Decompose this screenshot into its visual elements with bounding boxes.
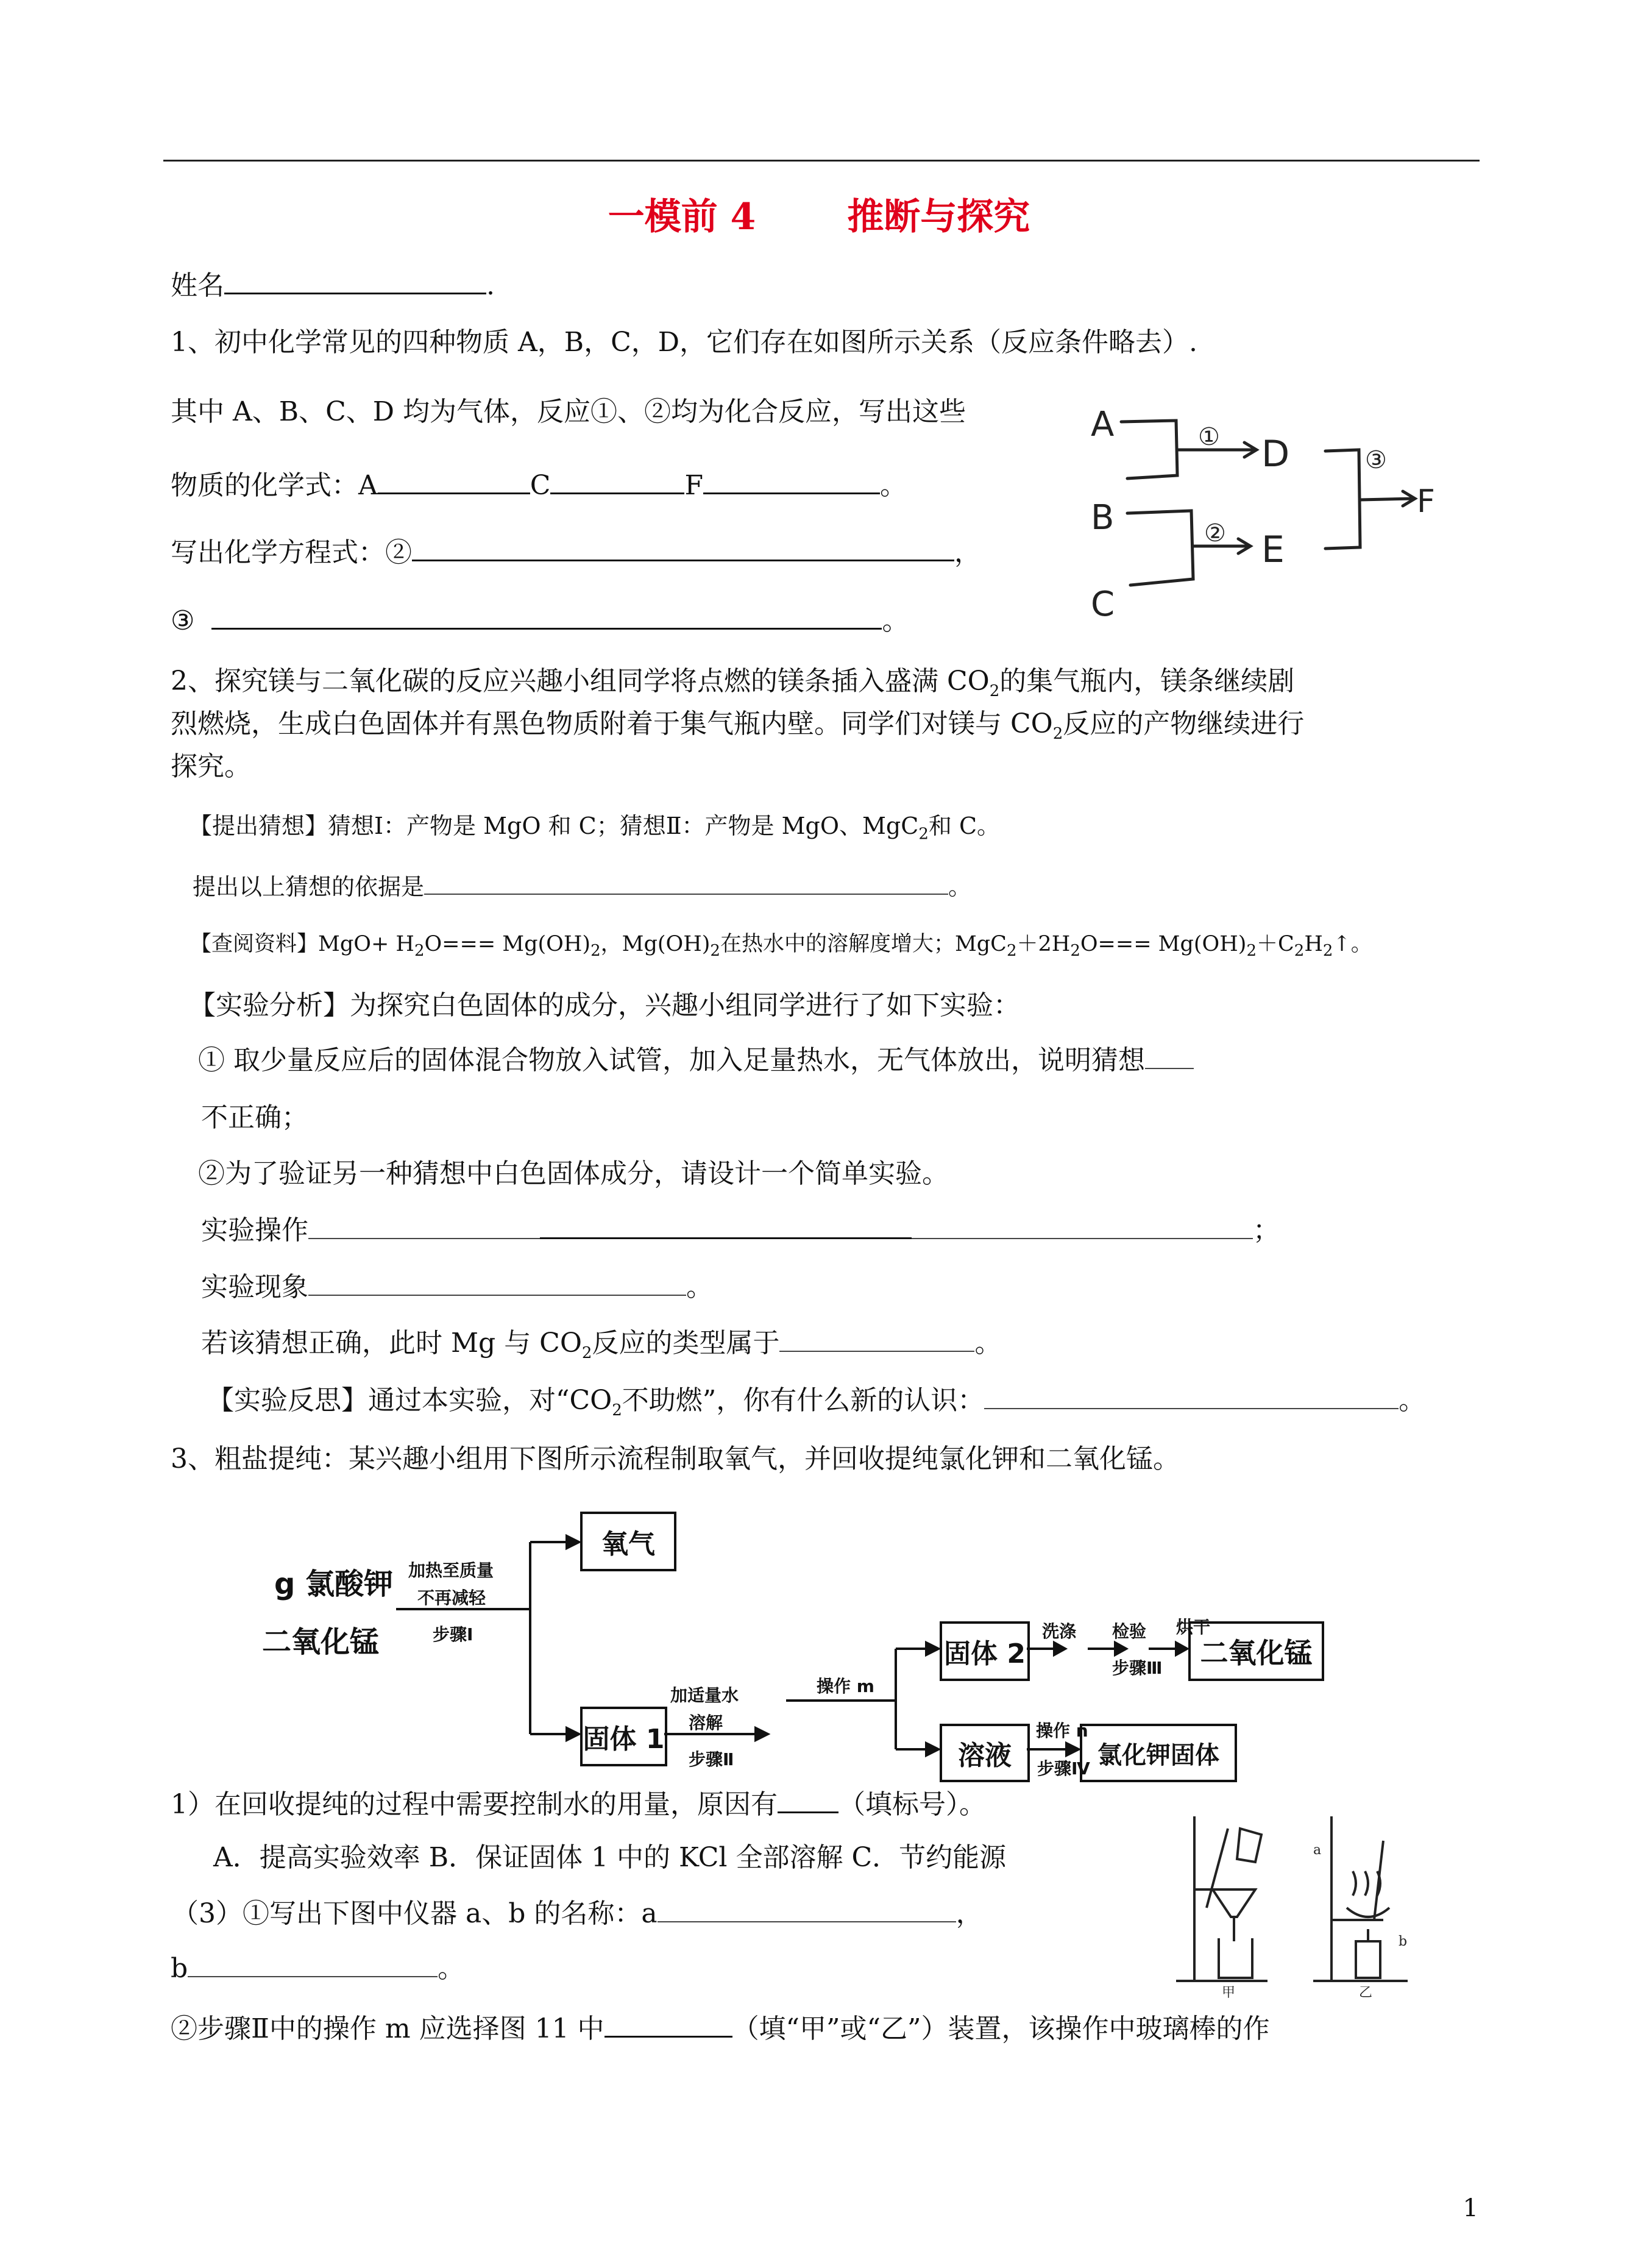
blank-c[interactable] <box>550 468 684 494</box>
page-title <box>0 194 1638 240</box>
flow-step4: 步骤Ⅳ <box>1037 1758 1090 1779</box>
title-left: 一模前 4 <box>608 196 756 238</box>
flow-step2-bot: 步骤Ⅱ <box>689 1749 734 1769</box>
p1-blank[interactable] <box>778 1787 838 1813</box>
q1-formula-line: 物质的化学式：A C F 。 <box>171 468 907 503</box>
flow-op-m: 操作 m <box>817 1676 874 1696</box>
flow-dry: 烘干 <box>1176 1617 1211 1637</box>
name-line: 姓名 . <box>171 268 495 303</box>
blank-f[interactable] <box>703 468 880 494</box>
q3-p3: （3）①写出下图中仪器 a、b 的名称：a ， <box>172 1898 983 1929</box>
label-r1: ① <box>1198 423 1220 451</box>
flow-step1-mid: 不再减轻 <box>417 1588 486 1608</box>
q2-stem-1: 2、探究镁与二氧化碳的反应兴趣小组同学将点燃的镁条插入盛满 $CO_2$的集气瓶内，镁条继续剧 <box>171 666 1295 700</box>
flowchart <box>262 1499 1313 1780</box>
phen-blank[interactable] <box>308 1271 686 1296</box>
blank-a-name[interactable] <box>658 1898 956 1922</box>
node-c: C <box>1091 585 1115 624</box>
flow-step2-mid: 溶解 <box>689 1713 723 1733</box>
q3-p4: ②步骤Ⅱ中的操作 m 应选择图 11 中 （填“甲”或“乙”）装置，该操作中玻璃棒的作 <box>171 2011 1270 2046</box>
flow-solid1: 固体 1 <box>580 1707 667 1766</box>
flow-op-n: 操作 n <box>1036 1721 1088 1741</box>
q3-p1: 1）在回收提纯的过程中需要控制水的用量，原因有 （填标号）。 <box>171 1787 986 1822</box>
node-d: D <box>1261 433 1290 475</box>
q3-p3b: b 。 <box>171 1953 465 1984</box>
q3-options: A．提高实验效率 B．保证固体 1 中的 KCl 全部溶解 C．节约能源 <box>213 1842 1007 1873</box>
flow-step1-bot: 步骤Ⅰ <box>433 1624 473 1644</box>
q2-phen: 实验现象 。 <box>201 1271 713 1303</box>
q2-stem-3: 探究。 <box>171 751 251 782</box>
type-blank[interactable] <box>779 1328 974 1352</box>
flow-step3: 步骤Ⅲ <box>1112 1658 1163 1678</box>
q1-line1: 其中 A、B、C、D 均为气体，反应①、②均为化合反应，写出这些 <box>171 396 966 427</box>
q2-type: 若该猜想正确，此时 Mg 与 $CO_2$反应的类型属于 。 <box>201 1328 1002 1362</box>
label-b: b <box>1399 1934 1408 1949</box>
flow-solid2: 固体 2 <box>940 1621 1030 1681</box>
basis-blank[interactable] <box>424 870 948 895</box>
page-number: 1 <box>1462 2194 1478 2222</box>
step1-blank[interactable] <box>1145 1045 1194 1069</box>
title-right: 推断与探究 <box>847 196 1030 238</box>
label-r3: ③ <box>1365 446 1387 474</box>
node-b: B <box>1091 498 1115 538</box>
op-blank[interactable] <box>540 1213 912 1239</box>
blank-b-name[interactable] <box>188 1953 438 1977</box>
name-blank[interactable] <box>224 268 486 294</box>
q2-stem-2: 烈燃烧，生成白色固体并有黑色物质附着于集气瓶内壁。同学们对镁与 $CO_2$反应的产物继续进行 <box>171 708 1305 743</box>
q1-eq3-line: ③ 。 <box>171 603 909 638</box>
label-a: a <box>1313 1843 1322 1858</box>
flow-start-2: 二氧化锰 <box>262 1625 380 1659</box>
blank-eq2[interactable] <box>412 535 954 561</box>
label-jia: 甲 <box>1222 1985 1236 1999</box>
flow-solution: 溶液 <box>940 1724 1030 1782</box>
q2-reflect: 【实验反思】通过本实验，对“$CO_2$不助燃”，你有什么新的认识： 。 <box>207 1385 1426 1420</box>
q2-step2: ②为了验证另一种猜想中白色固体成分，请设计一个简单实验。 <box>198 1158 949 1189</box>
q2-op: 实验操作 ； <box>201 1213 1280 1248</box>
q2-step1b: 不正确； <box>201 1102 308 1133</box>
blank-apparatus[interactable] <box>604 2011 732 2038</box>
flow-mno2: 二氧化锰 <box>1188 1621 1324 1681</box>
label-yi: 乙 <box>1359 1985 1373 1999</box>
flow-step2-top: 加适量水 <box>670 1685 739 1705</box>
reaction-diagram <box>1085 396 1450 628</box>
flow-oxygen: 氧气 <box>580 1512 676 1571</box>
flow-start-1: g 氯酸钾 <box>274 1567 394 1601</box>
flow-check: 检验 <box>1112 1621 1147 1641</box>
flow-step1-top: 加热至质量 <box>408 1560 494 1580</box>
apparatus-figure <box>1170 1804 1432 1999</box>
node-a: A <box>1091 405 1115 444</box>
blank-eq3[interactable] <box>211 603 882 630</box>
name-label: 姓名 <box>171 270 224 301</box>
node-e: E <box>1261 528 1285 571</box>
flow-wash: 洗涤 <box>1042 1621 1077 1641</box>
flow-kcl: 氯化钾固体 <box>1080 1724 1237 1782</box>
q2-step1: ① 取少量反应后的固体混合物放入试管，加入足量热水，无气体放出，说明猜想 <box>198 1043 1194 1078</box>
reflect-blank[interactable] <box>984 1385 1399 1409</box>
q3-stem: 3、粗盐提纯：某兴趣小组用下图所示流程制取氧气，并回收提纯氯化钾和二氧化锰。 <box>171 1443 1180 1474</box>
q2-basis: 提出以上猜想的依据是 。 <box>193 870 971 902</box>
q1-stem: 1、初中化学常见的四种物质 A，B，C，D，它们存在如图所示关系（反应条件略去）. <box>171 327 1198 358</box>
q2-guess: 【提出猜想】猜想Ⅰ：产物是 MgO 和 C；猜想Ⅱ：产物是 MgO、MgC$_2$和 C。 <box>189 812 1001 844</box>
blank-a[interactable] <box>378 468 530 494</box>
node-f: F <box>1417 483 1435 520</box>
q2-analysis: 【实验分析】为探究白色固体的成分，兴趣小组同学进行了如下实验： <box>189 990 1020 1021</box>
header-rule <box>163 160 1480 162</box>
q2-info: 【查阅资料】$MgO+ H_2O=== Mg(OH)_2$，$Mg(OH)_2$在热水中的溶解度增大；$MgC_2+2H_2O===$ $Mg(OH)_2+C_2H_2↑$。 <box>190 932 1372 960</box>
q1-eq-line: 写出化学方程式：② ， <box>171 535 981 570</box>
label-r2: ② <box>1204 519 1226 547</box>
